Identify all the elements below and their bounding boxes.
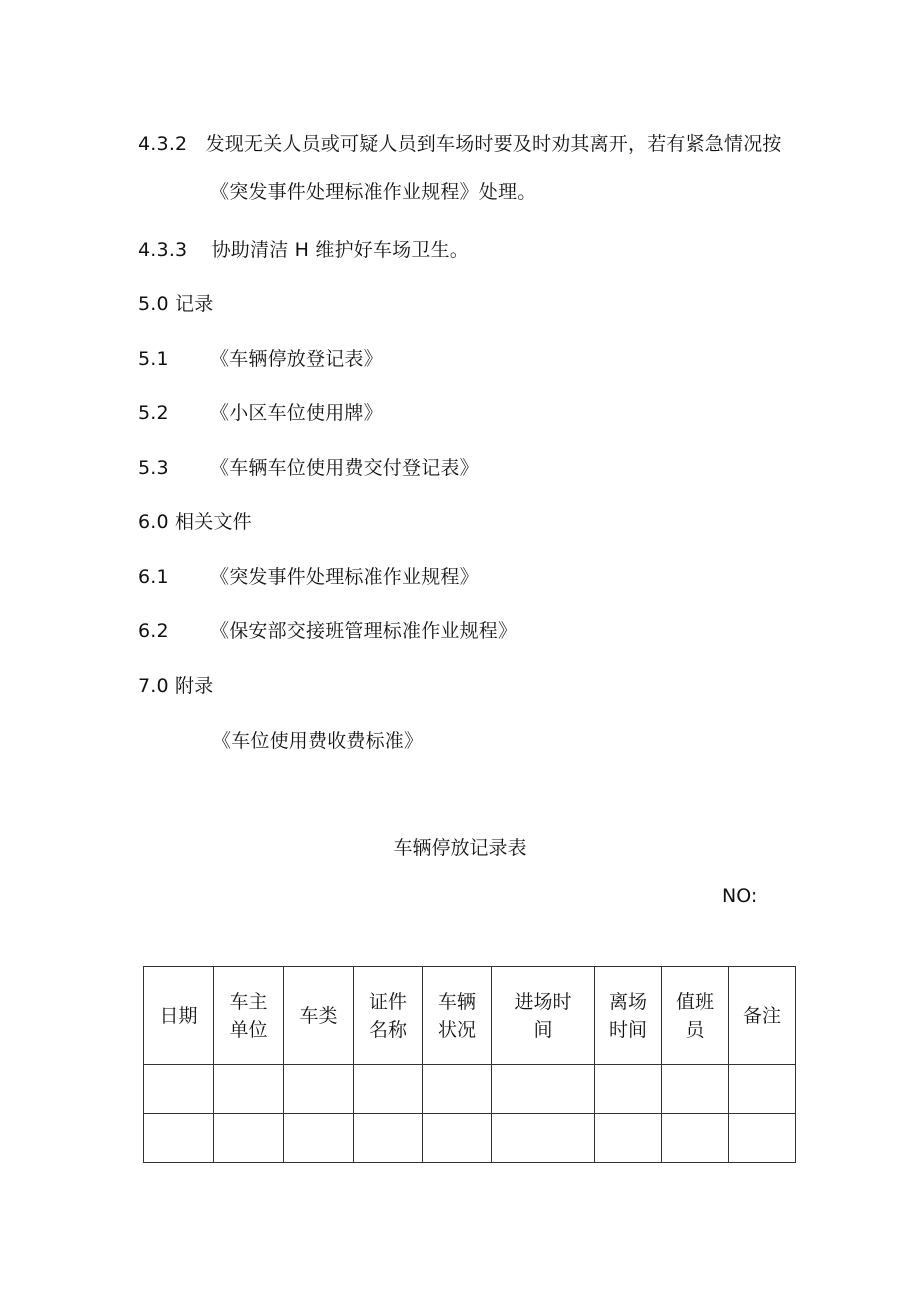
section-6-0-heading: 6.0 相关文件 — [138, 511, 252, 533]
appendix-item: 《车位使用费收费标准》 — [212, 730, 424, 752]
parking-record-table — [143, 966, 796, 1163]
document-item-6-1 — [138, 565, 479, 589]
record-item-5-1 — [138, 347, 383, 371]
clause-number: 4.3.2 — [138, 133, 188, 155]
item-number: 5.3 — [138, 457, 169, 479]
header-vehicle-type: 车类 — [284, 967, 354, 1065]
table-cell[interactable] — [284, 1065, 354, 1114]
table-cell[interactable] — [214, 1114, 284, 1163]
form-number-label: NO: — [722, 885, 758, 907]
table-row — [144, 1114, 796, 1163]
table-cell[interactable] — [492, 1065, 595, 1114]
table-cell[interactable] — [144, 1114, 214, 1163]
table-cell[interactable] — [284, 1114, 354, 1163]
table-cell[interactable] — [423, 1065, 492, 1114]
item-text: 《车辆停放登记表》 — [210, 348, 383, 370]
clause-4-3-2-continuation: 《突发事件处理标准作业规程》处理。 — [210, 181, 537, 203]
header-duty-officer: 值班 员 — [662, 967, 729, 1065]
document-item-6-2 — [138, 619, 518, 643]
record-item-5-3 — [138, 456, 479, 480]
clause-number: 4.3.3 — [138, 239, 188, 261]
table-cell[interactable] — [214, 1065, 284, 1114]
header-id-name: 证件 名称 — [354, 967, 423, 1065]
table-cell[interactable] — [423, 1114, 492, 1163]
table-cell[interactable] — [729, 1065, 796, 1114]
section-7-0-heading: 7.0 附录 — [138, 675, 214, 697]
item-text: 《车辆车位使用费交付登记表》 — [210, 457, 479, 479]
item-number: 5.1 — [138, 348, 169, 370]
item-number: 5.2 — [138, 402, 169, 424]
record-item-5-2 — [138, 401, 383, 425]
clause-4-3-3 — [138, 238, 469, 262]
header-date: 日期 — [144, 967, 214, 1065]
header-remarks: 备注 — [729, 967, 796, 1065]
table-cell[interactable] — [144, 1065, 214, 1114]
table-header-row — [144, 967, 796, 1065]
item-text: 《突发事件处理标准作业规程》 — [210, 566, 479, 588]
item-number: 6.1 — [138, 566, 169, 588]
table-cell[interactable] — [354, 1114, 423, 1163]
table-row — [144, 1065, 796, 1114]
clause-text: 发现无关人员或可疑人员到车场时要及时劝其离开，若有紧急情况按 — [205, 133, 782, 155]
header-exit-time: 离场 时间 — [595, 967, 662, 1065]
table-cell[interactable] — [354, 1065, 423, 1114]
table-cell[interactable] — [595, 1065, 662, 1114]
item-text: 《保安部交接班管理标准作业规程》 — [210, 620, 518, 642]
section-5-0-heading: 5.0 记录 — [138, 293, 214, 315]
table-cell[interactable] — [662, 1065, 729, 1114]
header-entry-time: 进场时 间 — [492, 967, 595, 1065]
header-vehicle-condition: 车辆 状况 — [423, 967, 492, 1065]
clause-4-3-2 — [138, 132, 782, 156]
header-owner-unit: 车主 单位 — [214, 967, 284, 1065]
table-cell[interactable] — [729, 1114, 796, 1163]
item-text: 《小区车位使用牌》 — [210, 402, 383, 424]
table-cell[interactable] — [595, 1114, 662, 1163]
clause-text: 协助清洁 H 维护好车场卫生。 — [211, 239, 469, 261]
form-title: 车辆停放记录表 — [393, 837, 527, 859]
table-cell[interactable] — [662, 1114, 729, 1163]
item-number: 6.2 — [138, 620, 169, 642]
table-cell[interactable] — [492, 1114, 595, 1163]
